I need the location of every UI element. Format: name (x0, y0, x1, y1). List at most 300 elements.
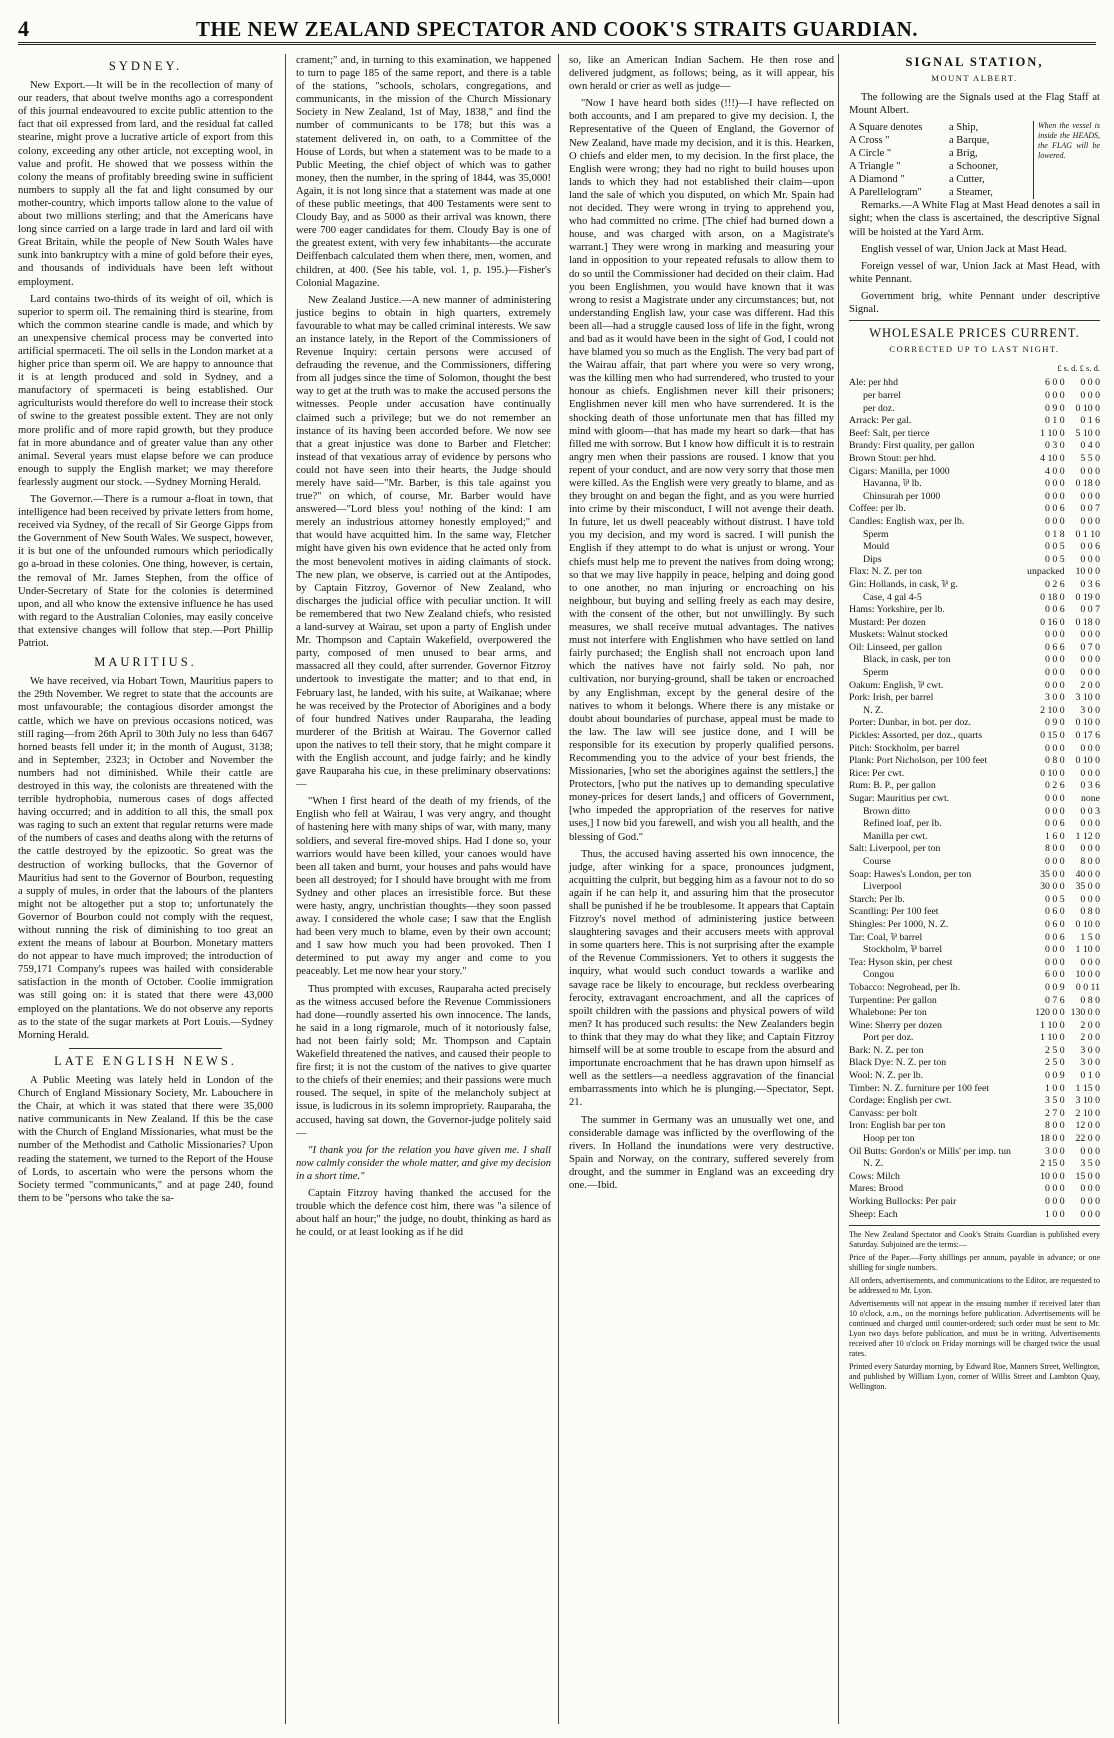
price-row (849, 1196, 1100, 1209)
signal-meaning: a Barque, (949, 135, 990, 147)
price-low: 0 0 6 (1045, 931, 1065, 943)
price-low: 2 15 0 (1040, 1158, 1065, 1170)
price-row (849, 969, 1100, 982)
price-item: Turpentine: Per gallon (849, 994, 937, 1006)
col2-para-3: "When I first heard of the death of my friends, of the English who fell at Wairau, I was very angry, and thought of hastening here with many ships of war, with many, many soldiers, and several fire-moved ships. Had I done so, your warriors would have been killed, your canoes would have been all taken and burnt, your houses and pahs would have been all destroyed; for I should have brought with me from Sydney and other places an irresistible force. But these were hasty, angry, unchristian thoughts—they soon passed away. I considered the whole case; I saw that the English had been very much to blame, even by their own account; and I saw how much you had been provoked. Then I determined to put away my anger and come to you peaceably. Let me now hear your story." (296, 796, 551, 978)
price-low: 35 0 0 (1040, 868, 1065, 880)
price-row (849, 1133, 1100, 1146)
price-item: per doz. (863, 402, 895, 414)
price-high: 5 10 0 (1075, 427, 1100, 439)
price-high: 40 0 0 (1075, 868, 1100, 880)
signal-remarks: Remarks.—A White Flag at Mast Head denotes a sail in sight; when the class is ascertained, the descriptive Signal will be hoisted at the Yard Arm. (849, 200, 1100, 238)
price-row (849, 1057, 1100, 1070)
price-low: 8 0 0 (1045, 843, 1065, 855)
divider (69, 1048, 222, 1049)
price-row (849, 1070, 1100, 1083)
price-low: 2 5 0 (1045, 1057, 1065, 1069)
price-item: Case, 4 gal 4-5 (863, 591, 922, 603)
price-high: 3 10 0 (1075, 692, 1100, 704)
column-1 (18, 54, 273, 1724)
price-high: 0 0 0 (1080, 1183, 1100, 1195)
price-low: 0 9 0 (1045, 717, 1065, 729)
price-item: Hoop per ton (863, 1133, 915, 1145)
price-item: Beef: Salt, per tierce (849, 427, 930, 439)
col2-para-4: Thus prompted with excuses, Rauparaha acted precisely as the witness accused before the Revenue Commissioners had done—roundly asserted his own innocence. The lands, he said in a long rigmarole, much of it notoriously false, had not been fairly sold; Mr. Thompson and Captain Wakefield threatened the natives, and caused their people to fire first; it is not the custom of the natives to give quarter to the chiefs of their enemies; and their passions were much roused. The sequel, in spite of the melancholy subject at issue, is ludicrous in its solemn impropriety. Rauparaha, the accused, having sat down, the Governor-judge politely said— (296, 983, 551, 1139)
price-item: Oil Butts: Gordon's or Mills' per imp. tun (849, 1145, 1011, 1157)
price-item: Havanna, ⅌ lb. (863, 478, 922, 490)
price-item: Iron: English bar per ton (849, 1120, 946, 1132)
price-item: Course (863, 855, 891, 867)
price-high: 2 10 0 (1075, 1107, 1100, 1119)
price-high: 0 10 0 (1075, 402, 1100, 414)
price-row (849, 743, 1100, 756)
price-high: 0 3 6 (1080, 780, 1100, 792)
price-high: 130 0 0 (1070, 1007, 1100, 1019)
price-low: 0 0 0 (1045, 515, 1065, 527)
price-high: 0 7 0 (1080, 641, 1100, 653)
price-high: 0 0 0 (1080, 1196, 1100, 1207)
price-low: 1 0 0 (1045, 1082, 1065, 1094)
price-low: 0 0 5 (1045, 893, 1065, 905)
price-low: 3 0 0 (1045, 692, 1065, 704)
col2-para-5: "I thank you for the relation you have given me. I shall now calmly consider the whole matter, and give my decision in a short time." (296, 1144, 551, 1182)
price-low: 1 0 0 (1045, 1208, 1065, 1220)
signal-intro: The following are the Signals used at the Flag Staff at Mount Albert. (849, 92, 1100, 117)
price-low: 3 5 0 (1045, 1095, 1065, 1107)
signal-meaning: a Schooner, (949, 161, 999, 173)
price-item: Muskets: Walnut stocked (849, 629, 948, 641)
price-item: Tar: Coal, ⅌ barrel (849, 931, 923, 943)
price-row (849, 377, 1100, 390)
price-low: 0 0 0 (1045, 478, 1065, 490)
signal-shape: A Diamond " (849, 174, 905, 186)
price-high: 15 0 0 (1075, 1170, 1100, 1182)
price-row (849, 440, 1100, 453)
price-row (849, 944, 1100, 957)
price-low: 0 0 0 (1045, 629, 1065, 641)
col3-para-4: The summer in Germany was an unusually wet one, and considerable damage was inflicted by the overflowing of the rivers. In Holland the inundations were very destructive. Spain and Norway, on the contrary, suffered severely from drought, and the summer in England was an exceeding dry one.—Ibid. (569, 1114, 834, 1191)
terms-note: The New Zealand Spectator and Cook's Straits Guardian is published every Saturday. Subjoined are the terms:— (849, 1230, 1100, 1250)
price-item: Salt: Liverpool, per ton (849, 843, 941, 855)
price-row (849, 932, 1100, 945)
signal-row (849, 121, 1033, 134)
price-item: Wool: N. Z. per lb. (849, 1070, 924, 1082)
price-row (849, 1020, 1100, 1033)
price-low: 0 8 0 (1045, 755, 1065, 767)
price-low: 2 10 0 (1040, 704, 1065, 716)
price-row (849, 1171, 1100, 1184)
signal-table (849, 121, 1100, 199)
price-row (849, 1007, 1100, 1020)
price-low: 120 0 0 (1035, 1007, 1065, 1019)
price-row (849, 453, 1100, 466)
price-low: 0 0 0 (1045, 855, 1065, 867)
price-row (849, 1083, 1100, 1096)
price-row (849, 629, 1100, 642)
price-high: 3 5 0 (1080, 1158, 1100, 1170)
price-row (849, 768, 1100, 781)
price-high: none (1080, 793, 1100, 804)
signal-row (849, 186, 1033, 199)
price-high: 0 0 0 (1080, 893, 1100, 905)
price-high: 0 1 0 (1080, 1070, 1100, 1082)
price-low: 0 6 0 (1045, 918, 1065, 930)
price-item: Black Dye: N. Z. per ton (849, 1057, 947, 1069)
price-high: 0 0 0 (1080, 1208, 1100, 1220)
price-low: 0 3 0 (1045, 440, 1065, 452)
signal-row (849, 160, 1033, 173)
price-item: Mares: Brood (849, 1183, 904, 1195)
price-item: Tobacco: Negrohead, per lb. (849, 981, 961, 993)
price-item: Starch: Per lb. (849, 893, 905, 905)
price-row (849, 894, 1100, 907)
price-high: 0 0 0 (1080, 490, 1100, 502)
price-low: 0 0 0 (1045, 654, 1065, 666)
price-low: 0 0 0 (1045, 390, 1065, 401)
price-high: 0 10 0 (1075, 755, 1100, 767)
currency-columns: £ s. d. £ s. d. (1057, 363, 1100, 374)
signal-subheading: MOUNT ALBERT. (931, 73, 1018, 84)
price-high: 0 1 10 (1075, 528, 1100, 540)
price-row (849, 717, 1100, 730)
price-high: 5 5 0 (1080, 452, 1100, 464)
price-low: 4 0 0 (1045, 465, 1065, 477)
price-high: 0 0 0 (1080, 767, 1100, 779)
price-low: 0 0 0 (1045, 1196, 1065, 1207)
signal-row (849, 147, 1033, 160)
price-high: 10 0 0 (1075, 969, 1100, 981)
price-item: Chinsurah per 1000 (863, 490, 941, 502)
price-low: 0 0 6 (1045, 604, 1065, 616)
price-high: 3 0 0 (1080, 1044, 1100, 1056)
price-item: per barrel (863, 390, 901, 401)
price-high: 0 0 0 (1080, 843, 1100, 855)
price-low: 0 0 9 (1045, 981, 1065, 993)
price-row (849, 680, 1100, 693)
price-row (849, 780, 1100, 793)
price-high: 0 17 6 (1075, 730, 1100, 742)
price-row (849, 478, 1100, 491)
price-high: 0 0 0 (1080, 667, 1100, 679)
price-item: Rum: B. P., per gallon (849, 780, 936, 792)
price-high: 0 0 0 (1080, 818, 1100, 830)
price-high: 10 0 0 (1075, 566, 1100, 578)
col2-para-1: crament;" and, in turning to this examination, we happened to turn to page 185 of the same report, and there is a table of the stations, "schools, scholars, congregations, and communicants, in the mission of the Church Missionary Society in New Zealand, 1st of May, 1838," and find the number of communicants to be 178; but this was a statement delivered in, on oath, to a Committee of the House of Lords, but when a statement was to be made to a Public Meeting, the chief object of which was to gather money, then the number, in the spring of 1844, was 35,000! Again, it is not long since that a statement was made at one of these public meetings, that 400 Testaments were sent to Cloudy Bay, and as 5000 as their arrival was known, there were 700 eager candidates for them. Cloudy Bay is one of the greatest extent, with very few inhabitants—the accurate Deiffenbach calculated them when there, men, women, and children, at 400. (See his table, vol. 1, p. 195.)—Fisher's Colonial Magazine. (296, 55, 551, 289)
price-item: Congou (863, 969, 895, 981)
prices-subheading: CORRECTED UP TO LAST NIGHT. (889, 344, 1060, 355)
price-low: 0 15 0 (1040, 730, 1065, 742)
price-high: 0 0 0 (1080, 465, 1100, 477)
price-row (849, 654, 1100, 667)
price-high: 2 0 0 (1080, 1019, 1100, 1031)
signal-meaning: a Steamer, (949, 187, 993, 199)
price-high: 0 19 0 (1075, 591, 1100, 603)
price-item: Pickles: Assorted, per doz., quarts (849, 730, 983, 742)
signal-meaning: a Brig, (949, 148, 978, 160)
price-item: Ale: per hhd (849, 377, 898, 389)
imprint-note: Printed every Saturday morning, by Edward Roe, Manners Street, Wellington, and published by William Lyon, corner of Willis Street and Lambton Quay, Wellington. (849, 1362, 1100, 1392)
price-item: Brandy: First quality, per gallon (849, 440, 975, 452)
price-row (849, 390, 1100, 403)
price-low: 0 0 5 (1045, 553, 1065, 565)
prices-table (849, 377, 1100, 1221)
price-item: Pitch: Stockholm, per barrel (849, 742, 960, 754)
price-low: 0 16 0 (1040, 616, 1065, 628)
price-low: 0 0 0 (1045, 490, 1065, 502)
col2-para-6: Captain Fitzroy having thanked the accused for the trouble which the defence cost him, there was "a silence of about half an hour;" the judge, no doubt, thinking as hard as he could, or at least looking as if he did (296, 1187, 551, 1239)
price-row (849, 755, 1100, 768)
price-row (849, 806, 1100, 819)
price-row (849, 554, 1100, 567)
price-item: Pork: Irish, per barrel (849, 692, 934, 704)
price-high: 3 0 0 (1080, 1057, 1100, 1069)
signal-shape: A Circle " (849, 148, 892, 160)
price-row (849, 1108, 1100, 1121)
price-row (849, 1146, 1100, 1159)
price-low: 0 0 0 (1045, 679, 1065, 691)
price-item: Canvass: per bolt (849, 1107, 918, 1119)
price-low: 0 2 6 (1045, 578, 1065, 590)
price-high: 0 4 0 (1080, 440, 1100, 452)
price-row (849, 541, 1100, 554)
price-row (849, 415, 1100, 428)
price-low: 30 0 0 (1040, 881, 1065, 893)
price-row (849, 503, 1100, 516)
price-row (849, 869, 1100, 882)
price-low: unpacked (1027, 566, 1065, 578)
price-low: 0 0 5 (1045, 541, 1065, 553)
orders-note: All orders, advertisements, and communications to the Editor, are requested to be addressed to Mr. Lyon. (849, 1276, 1100, 1296)
price-item: Flax: N. Z. per ton (849, 566, 922, 578)
price-item: Arrack: Per gal. (849, 415, 912, 427)
price-item: Timber: N. Z. furniture per 100 feet (849, 1082, 990, 1094)
price-low: 1 6 0 (1045, 830, 1065, 842)
price-row (849, 1183, 1100, 1196)
price-item: Whalebone: Per ton (849, 1007, 927, 1019)
column-4 (838, 54, 1100, 1724)
price-high: 0 0 0 (1080, 390, 1100, 401)
prices-heading: WHOLESALE PRICES CURRENT. (869, 326, 1080, 341)
price-row (849, 428, 1100, 441)
price-item: Soap: Hawes's London, per ton (849, 868, 972, 880)
price-row (849, 705, 1100, 718)
price-item: Cigars: Manilla, per 1000 (849, 465, 950, 477)
column-3 (558, 54, 834, 1724)
price-row (849, 843, 1100, 856)
price-low: 1 10 0 (1040, 1032, 1065, 1044)
price-item: Liverpool (863, 881, 902, 893)
price-item: Mustard: Per dozen (849, 616, 926, 628)
newspaper-title: THE NEW ZEALAND SPECTATOR AND COOK'S STRAITS GUARDIAN. (195, 16, 919, 41)
signal-shape: A Cross " (849, 135, 890, 147)
price-item: Candles: English wax, per lb. (849, 515, 965, 527)
price-high: 1 10 0 (1075, 944, 1100, 956)
price-item: Sheep: Each (849, 1208, 898, 1220)
price-row (849, 1045, 1100, 1058)
sydney-lard: Lard contains two-thirds of its weight of oil, which is superior to sperm oil. The remaining third is stearine, from which the common stearine candle is made, and which by an unexpensive chemical process may be converted into artificial spermaceti. The oil sells in the London market at a higher price than sperm oil. We are happy to announce that it is at length produced and sold in Sydney, and a manufactory of spermaceti is being established. Our agriculturists would therefore do well to increase their stock of swine to the greatest possible extent. They are not only more prolific and of more rapid growth, but they produce fat in more abundance and of greater value than any other animal. Several years must elapse before we can produce enough to supply the English market; we may therefore fearlessly augment our stock. —Sydney Morning Herald. (18, 293, 273, 488)
price-low: 0 0 0 (1045, 742, 1065, 754)
price-item: Porter: Dunbar, in bot. per doz. (849, 717, 972, 729)
signal-shape: A Parellelogram" (849, 187, 922, 199)
price-row (849, 692, 1100, 705)
price-high: 0 0 0 (1080, 515, 1100, 527)
price-low: 4 10 0 (1040, 452, 1065, 464)
price-item: Manilla per cwt. (863, 830, 928, 842)
price-item: Working Bullocks: Per pair (849, 1196, 957, 1207)
price-high: 22 0 0 (1075, 1133, 1100, 1145)
mauritius-article: We have received, via Hobart Town, Mauritius papers to the 29th November. We regret to state that the accounts are most unfavourable; the contagious disorder amongst the cattle, which we have on previous occasions noticed, was still raging—from 26th April to 30th July no less than 6467 horned beasts fell under it; in the month of August, 3138; and in September, 2323; in October and November the numbers had not diminished. While their cattle are destroyed in this way, the colonists are threatened with the terrible hydrophobia, numerous cases of dogs affected having occurred; and in addition to all this, the small pox was raging to such an extent that regular returns were made of the numbers of cases and deaths along with the returns of the cattle destroyed by the epizootic. So great was the destruction of working bullocks, that the Governor of Mauritius had sent to the Governor of Bourbon, requesting a supply of mules, in order that the labours of the planters might not be altogether put a stop to; unfortunately the Governor of Bourbon could not comply with the request, without running the risk of diminishing to too great an extent the means of labour at Bourbon. Monetary matters do not appear to have much improved; the introduction of 759,171 Company's rupees was hailed with considerable satisfaction in the month of October. Coolie immigration was still going on: it is stated that there were 43,000 employed on the plantations. We do not observe any reports as to the state of the sugar markets at Port Louis.—Sydney Morning Herald. (18, 676, 273, 1041)
price-item: Brown Stout: per hhd. (849, 452, 937, 464)
price-item: Dips (863, 553, 882, 565)
prices-column-header (849, 362, 1100, 375)
price-high: 1 15 0 (1075, 1082, 1100, 1094)
price-low: 0 0 0 (1045, 667, 1065, 679)
price-high: 1 12 0 (1075, 830, 1100, 842)
price-item: Gin: Hollands, in cask, ⅌ g. (849, 578, 958, 590)
signal-shape: A Square denotes (849, 122, 923, 134)
price-row (849, 856, 1100, 869)
price-high: 0 0 0 (1080, 1145, 1100, 1157)
signal-list (849, 121, 1033, 199)
price-item: Plank: Port Nicholson, per 100 feet (849, 755, 988, 767)
price-low: 0 1 8 (1045, 528, 1065, 540)
price-low: 0 0 0 (1045, 1183, 1065, 1195)
price-row (849, 919, 1100, 932)
price-item: Black, in cask, per ton (863, 654, 951, 666)
price-item: Scantling: Per 100 feet (849, 906, 939, 918)
price-item: Refined loaf, per lb. (863, 818, 942, 830)
price-low: 0 0 0 (1045, 944, 1065, 956)
page-number: 4 (18, 16, 29, 41)
sydney-new-export: New Export.—It will be in the recollection of many of our readers, that about twelve months ago a correspondent of this journal endeavoured to excite public attention to the fact that oil expressed from lard, and the residual fat called stearine, might prove a lucrative article of export from this colony, exceeding any other article, not excepting wool, in value and profit. He showed that we possess within the colony the means of profitably breeding swine in sufficient numbers to supply all the fat and light consumed by our mother-country, which imports tallow alone to the value of about two millions sterling; and that the Americans have long since carried on a large trade in lard and lard oil with Great Britain, while the people of New South Wales have sunk into bankruptcy with a mine of gold before their eyes, and thousands of individuals have been left without employment. (18, 80, 273, 288)
price-low: 1 10 0 (1040, 1019, 1065, 1031)
price-low: 18 0 0 (1040, 1133, 1065, 1145)
price-item: Hams: Yorkshire, per lb. (849, 604, 945, 616)
price-low: 6 0 0 (1045, 969, 1065, 981)
price-row (849, 566, 1100, 579)
price-item: Sugar: Mauritius per cwt. (849, 793, 950, 804)
price-high: 35 0 0 (1075, 881, 1100, 893)
price-high: 0 0 0 (1080, 742, 1100, 754)
price-high: 2 0 0 (1080, 679, 1100, 691)
price-high: 1 5 0 (1080, 931, 1100, 943)
price-low: 0 6 0 (1045, 906, 1065, 918)
price-low: 0 0 6 (1045, 818, 1065, 830)
price-low: 0 2 6 (1045, 780, 1065, 792)
advertising-note: Advertisements will not appear in the ensuing number if received later than 10 o'clock, a.m., on the mornings before publication. Advertisements will be continued and charged until counter-ordered; such order must be sent to Mr. Lyon two days before publication, and must be in writing. Advertisements received after 10 o'clock on Friday mornings will be charged twice the usual rates. (849, 1299, 1100, 1359)
price-high: 0 10 0 (1075, 918, 1100, 930)
price-row (849, 516, 1100, 529)
price-row (849, 957, 1100, 970)
price-item: Oakum: English, ⅌ cwt. (849, 679, 944, 691)
governor-article: The Governor.—There is a rumour a-float in town, that intelligence had been received by private letters from home, received via Sydney, of the recall of Sir George Gipps from the Government of New South Wales. We suspect, however, it is but one of the unfounded rumours which periodically go a-broad in these colonies. One thing, however, is certain, the removal of Mr. James Stephen, from the office of Under-Secretary of State for the colonies is determined upon, and all who know the extensive influence he has used with regard to the Australian Colonies, may easily conceive that extensive changes will follow that step.—Port Phillip Patriot. (18, 494, 273, 650)
column-2 (285, 54, 551, 1724)
price-low: 1 10 0 (1040, 427, 1065, 439)
price-high: 0 3 6 (1080, 578, 1100, 590)
signal-foreign-vessel: Foreign vessel of war, Union Jack at Mast Head, with white Pennant. (849, 260, 1100, 285)
price-row (849, 730, 1100, 743)
price-high: 0 0 7 (1080, 604, 1100, 616)
price-high: 0 8 0 (1080, 906, 1100, 918)
price-row (849, 1120, 1100, 1133)
price-item: N. Z. (863, 1158, 884, 1170)
signal-english-vessel: English vessel of war, Union Jack at Mast Head. (861, 243, 1067, 255)
price-high: 0 10 0 (1075, 717, 1100, 729)
col3-para-1: so, like an American Indian Sachem. He then rose and delivered judgment, as follows; being, as it will appear, his own herald or crier as well as judge— (569, 55, 834, 93)
price-low: 0 7 6 (1045, 994, 1065, 1006)
price-item: N. Z. (863, 704, 884, 716)
price-low: 3 0 0 (1045, 1145, 1065, 1157)
price-row (849, 982, 1100, 995)
price-row (849, 1158, 1100, 1171)
signal-note: When the vessel is inside the HEADS, the FLAG will be lowered. (1033, 121, 1100, 199)
price-high: 0 0 0 (1080, 654, 1100, 666)
price-low: 0 6 6 (1045, 641, 1065, 653)
late-news-heading: LATE ENGLISH NEWS. (54, 1053, 237, 1068)
signal-shape: A Triangle " (849, 161, 901, 173)
price-item: Coffee: per lb. (849, 503, 906, 515)
price-row (849, 818, 1100, 831)
price-high: 0 0 0 (1080, 629, 1100, 641)
price-high: 0 18 0 (1075, 478, 1100, 490)
price-low: 0 0 9 (1045, 1070, 1065, 1082)
sydney-heading: SYDNEY. (108, 59, 183, 73)
signal-row (849, 134, 1033, 147)
price-high: 0 0 7 (1080, 503, 1100, 515)
signal-government-brig: Government brig, white Pennant under descriptive Signal. (849, 290, 1100, 316)
price-row (849, 529, 1100, 542)
signal-heading: SIGNAL STATION, (905, 55, 1044, 69)
price-row (849, 793, 1100, 806)
col3-para-2: "Now I have heard both sides (!!!)—I have reflected on both accounts, and I am prepared to give my decision. I, the Representative of the Queen of England, the Governor of New Zealand, have made my decision, and it is this. Hearken, O chiefs and elder men, to my decision. In the first place, the English were wrong; they had no right to build houses upon lands to which they had not established their claim—upon land the sale of which you disputed, on which Mr. Spain had not decided. They were wrong in trying to apprehend you, who had committed no crime. [The chief had burned down a house, and was charged with arson, on a Magistrate's warrant.] They were wrong in marking and measuring your land in opposition to your repeated refusals to allow them to do so until the Commissioner had decided on their claim. Had you been Englishmen, you would have known that it was wrong to resist a Magistrate under any circumstances; but, not understanding English law, your case was different. Had this been all—had a struggle caused loss of life in the fight, wrong and bad as it would have been in the sight of God, I could not have blamed you so much as the English. The very bad part of the Wairau affair, that part where you were so very wrong, was the killing men who had surrendered, who trusted to your honour as chiefs. Englishmen never kill their prisoners; Englishmen never kill men who have surrendered. It is the shocking death of those unfortunate men that has filled my mind with gloom—that has made my heart so dark—that has filled me with sorrow. But I know how difficult it is to restrain angry men when their passions are roused. I know that you repent of your conduct, and are now very sorry that those men were killed. As the English were very greatly to blame, and as they brought on and began the fight, and as you were hurried into crime by their misconduct, I will not avenge their death. In future, let us dwell peaceably without distrust. I have told you my decision, and my word is sacred. I will punish the English if they attempt to do what is unjust or wrong. Your chiefs must help me to prevent the natives from doing wrong; so that we may live happily in peace, helping and doing good to one another, no man injuring or encroaching on his neighbour, but buying and selling freely as each may desire, with the consent of the other, but not unwillingly. By such measures, we shall receive mutual advantages. The natives must not interfere with Englishmen who have settled on land fairly purchased; the English shall not encroach upon land which the natives have not fairly sold. No pah, nor cultivation, nor burying-ground, shall be taken or encroached by any Englishman, except by the general desire of the natives to whom it belongs. Where there is any mistake or doubt about boundaries of purchase, appeal must be made to the law. The law will see justice done, and I will be responsible for its execution by properly qualified persons. Recommending you to the advice of your best friends, the Missionaries, [who set the aborigines against the settlers,] the Protectors, [who put the natives up to demanding speculative money-prices for desert lands,] and officers of Government, [who impeded the appropriation of the reserves for native uses,] I now bid you farewell, and wish you all health, and the blessing of God." (569, 98, 834, 843)
price-item: Mould (863, 541, 890, 553)
price-row (849, 667, 1100, 680)
price-high: 12 0 0 (1075, 1120, 1100, 1132)
price-item: Sperm (863, 528, 889, 540)
masthead (18, 16, 1096, 45)
price-low: 2 5 0 (1045, 1044, 1065, 1056)
price-row (849, 403, 1100, 416)
price-low: 0 10 0 (1040, 767, 1065, 779)
price-row (849, 881, 1100, 894)
signal-meaning: a Ship, (949, 122, 979, 134)
price-item: Oil: Linseed, per gallon (849, 641, 943, 653)
price-item: Tea: Hyson skin, per chest (849, 956, 953, 968)
price-row (849, 642, 1100, 655)
price-high: 0 18 0 (1075, 616, 1100, 628)
price-row (849, 906, 1100, 919)
price-low: 2 7 0 (1045, 1107, 1065, 1119)
price-high: 8 0 0 (1080, 855, 1100, 867)
price-item: Bark: N. Z. per ton (849, 1044, 924, 1056)
price-high: 0 0 6 (1080, 541, 1100, 553)
price-low: 0 9 0 (1045, 402, 1065, 414)
price-high: 0 1 6 (1080, 415, 1100, 427)
price-item: Stockholm, ⅌ barrel (863, 944, 943, 956)
price-row (849, 995, 1100, 1008)
price-item: Wine: Sherry per dozen (849, 1019, 942, 1031)
price-row (849, 617, 1100, 630)
price-row (849, 491, 1100, 504)
price-high: 0 0 0 (1080, 553, 1100, 565)
price-row (849, 831, 1100, 844)
price-high: 0 0 0 (1080, 377, 1100, 389)
price-high: 0 0 3 (1080, 805, 1100, 817)
late-news-article: A Public Meeting was lately held in London of the Church of England Missionary Society, Mr. Labouchere in the Chair, at which it was stated that there were 35,000 native communicants in New Zealand. If this be the case with the Church of England Missionaries, what must be the number of the Methodist and Catholic Missionaries? Upon reading the statement, we turned to the Report of the House of Lords, to ascertain who were the persons whom the Society termed "communicants," and at page 240, found them to be "persons who take the sa- (18, 1074, 273, 1204)
price-low: 6 0 0 (1045, 377, 1065, 389)
price-low: 0 0 0 (1045, 793, 1065, 804)
price-low: 0 0 6 (1045, 503, 1065, 515)
